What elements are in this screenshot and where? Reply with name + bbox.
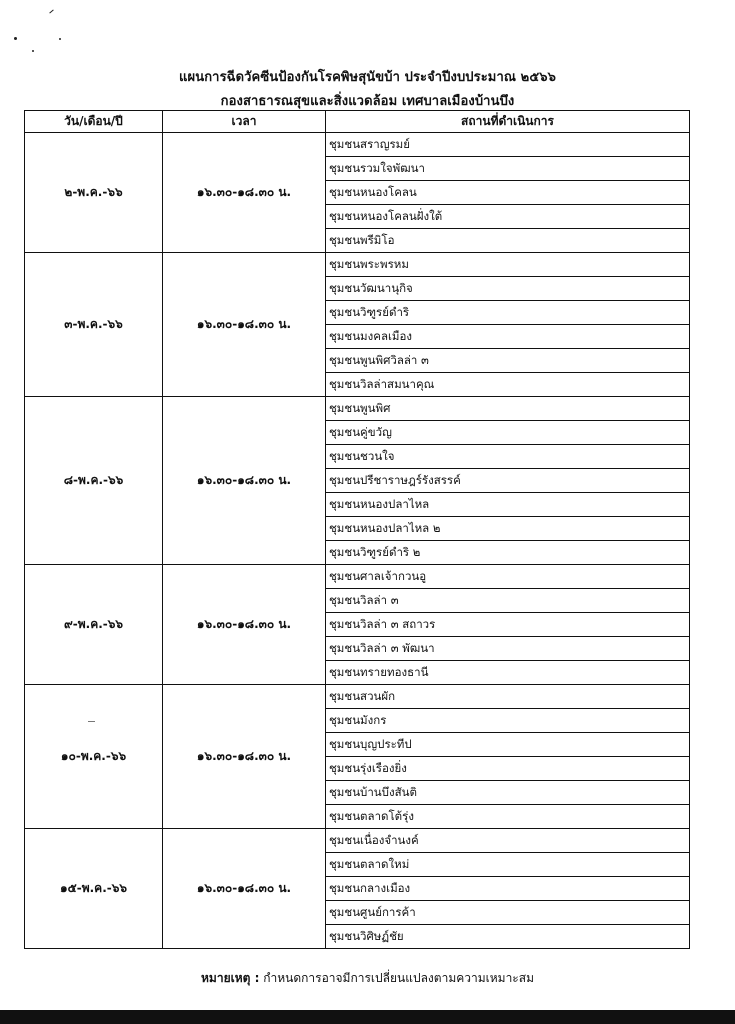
schedule-location: ชุมชนวิศิษฏ์ชัย <box>326 925 690 949</box>
schedule-time: ๑๖.๓๐-๑๘.๓๐ น. <box>163 397 326 565</box>
schedule-location: ชุมชนสวนผัก <box>326 685 690 709</box>
footnote-label: หมายเหตุ : <box>201 971 260 985</box>
schedule-location: ชุมชนรุ่งเรืองยิ่ง <box>326 757 690 781</box>
table-row <box>25 685 690 709</box>
schedule-location: ชุมชนมงคลเมือง <box>326 325 690 349</box>
footnote <box>0 969 735 988</box>
schedule-time: ๑๖.๓๐-๑๘.๓๐ น. <box>163 133 326 253</box>
document-subtitle: กองสาธารณสุขและสิ่งแวดล้อม เทศบาลเมืองบ้านบึง <box>220 94 515 109</box>
schedule-location: ชุมชนวิฑูรย์ดำริ <box>326 301 690 325</box>
schedule-date: ๘-พ.ค.-๖๖ <box>25 397 163 565</box>
header-date: วัน/เดือน/ปี <box>25 111 163 133</box>
scan-bottom-edge <box>0 1010 735 1024</box>
schedule-location: ชุมชนศูนย์การค้า <box>326 901 690 925</box>
schedule-location: ชุมชนพรีมิโอ <box>326 229 690 253</box>
schedule-date: ๑๕-พ.ค.-๖๖ <box>25 829 163 949</box>
header-location: สถานที่ดำเนินการ <box>326 111 690 133</box>
schedule-location: ชุมชนมังกร <box>326 709 690 733</box>
schedule-location: ชุมชนพระพรหม <box>326 253 690 277</box>
schedule-date: ๓-พ.ค.-๖๖ <box>25 253 163 397</box>
table-row <box>25 133 690 157</box>
schedule-location: ชุมชนบ้านบึงสันติ <box>326 781 690 805</box>
schedule-time: ๑๖.๓๐-๑๘.๓๐ น. <box>163 829 326 949</box>
schedule-time: ๑๖.๓๐-๑๘.๓๐ น. <box>163 685 326 829</box>
schedule-location: ชุมชนวิลล่า ๓ <box>326 589 690 613</box>
schedule-location: ชุมชนบุญประทีป <box>326 733 690 757</box>
schedule-location: ชุมชนวิฑูรย์ดำริ ๒ <box>326 541 690 565</box>
schedule-location: ชุมชนวิลล่า ๓ พัฒนา <box>326 637 690 661</box>
schedule-date: ๒-พ.ค.-๖๖ <box>25 133 163 253</box>
schedule-location: ชุมชนพูนพิศ <box>326 397 690 421</box>
schedule-date: ๙-พ.ค.-๖๖ <box>25 565 163 685</box>
header-time: เวลา <box>163 111 326 133</box>
scan-speck <box>32 50 34 52</box>
schedule-location: ชุมชนหนองโคลน <box>326 181 690 205</box>
footnote-text: กำหนดการอาจมีการเปลี่ยนแปลงตามความเหมาะสม <box>263 971 534 985</box>
schedule-date: ๑๐-พ.ค.-๖๖ <box>25 685 163 829</box>
table-row <box>25 253 690 277</box>
schedule-location: ชุมชนสราญรมย์ <box>326 133 690 157</box>
vaccination-schedule-table <box>24 110 690 949</box>
schedule-location: ชุมชนวัฒนานุกิจ <box>326 277 690 301</box>
table-row <box>25 565 690 589</box>
schedule-location: ชุมชนเนื่องจำนงค์ <box>326 829 690 853</box>
schedule-location: ชุมชนคู่ขวัญ <box>326 421 690 445</box>
scan-speck <box>14 37 17 40</box>
table-row <box>25 829 690 853</box>
schedule-location: ชุมชนทรายทองธานี <box>326 661 690 685</box>
schedule-location: ชุมชนตลาดใหม่ <box>326 853 690 877</box>
table-header-row <box>25 111 690 133</box>
scan-speck <box>59 38 61 40</box>
scan-speck <box>49 10 53 14</box>
table-row <box>25 397 690 421</box>
schedule-location: ชุมชนกลางเมือง <box>326 877 690 901</box>
schedule-location: ชุมชนพูนพิศวิลล่า ๓ <box>326 349 690 373</box>
schedule-location: ชุมชนหนองปลาไหล <box>326 493 690 517</box>
schedule-location: ชุมชนตลาดโต้รุ่ง <box>326 805 690 829</box>
schedule-location: ชุมชนชวนใจ <box>326 445 690 469</box>
schedule-location: ชุมชนวิลล่า ๓ สถาวร <box>326 613 690 637</box>
document-title: แผนการฉีดวัคซีนป้องกันโรคพิษสุนัขบ้า ประจำปีงบประมาณ ๒๕๖๖ <box>179 70 556 85</box>
schedule-location: ชุมชนวิลล่าสมนาคุณ <box>326 373 690 397</box>
schedule-time: ๑๖.๓๐-๑๘.๓๐ น. <box>163 565 326 685</box>
schedule-location: ชุมชนหนองปลาไหล ๒ <box>326 517 690 541</box>
table-body <box>25 133 690 949</box>
schedule-location: ชุมชนหนองโคลนฝั่งใต้ <box>326 205 690 229</box>
schedule-location: ชุมชนปรีชาราษฎร์รังสรรค์ <box>326 469 690 493</box>
schedule-time: ๑๖.๓๐-๑๘.๓๐ น. <box>163 253 326 397</box>
schedule-location: ชุมชนศาลเจ้ากวนอู <box>326 565 690 589</box>
schedule-location: ชุมชนรวมใจพัฒนา <box>326 157 690 181</box>
